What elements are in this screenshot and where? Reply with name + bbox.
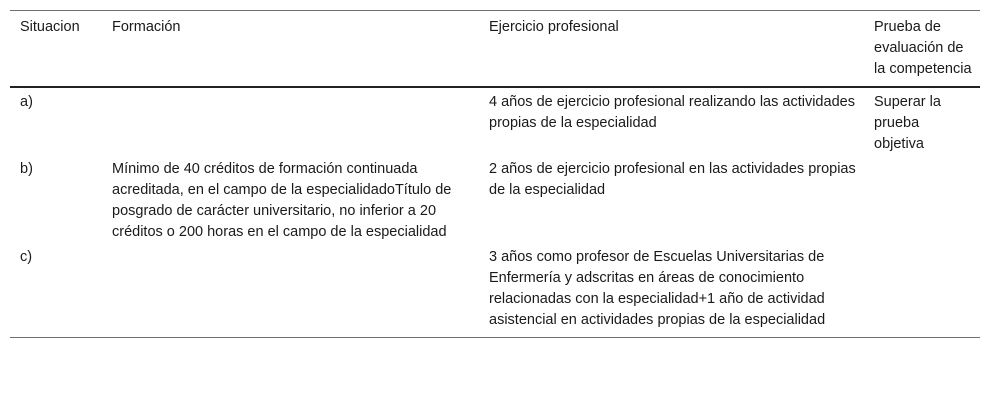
requirements-table	[10, 10, 980, 338]
cell-formacion	[102, 87, 479, 157]
table-row	[10, 87, 980, 157]
header-situacion: Situacion	[20, 19, 80, 35]
header-formacion: Formación	[112, 19, 181, 35]
header-ejercicio-profesional: Ejercicio profesional	[489, 19, 619, 35]
cell-ejercicio-profesional: 2 años de ejercicio profesional en las actividades propias de la especialidad	[489, 161, 856, 198]
cell-situacion: a)	[20, 94, 33, 110]
table-header	[10, 11, 980, 88]
table-body	[10, 87, 980, 338]
cell-prueba-evaluacion	[864, 245, 980, 338]
cell-formacion: Mínimo de 40 créditos de formación continuada acreditada, en el campo de la especialidadoTítulo de posgrado de carácter universitario, no inferior a 20 créditos o 200 horas en el campo de la especialidad	[112, 161, 452, 240]
cell-ejercicio-profesional: 4 años de ejercicio profesional realizando las actividades propias de la especialidad	[489, 94, 855, 131]
cell-formacion	[102, 245, 479, 338]
header-prueba-evaluacion: Prueba de evaluación de la competencia	[874, 19, 972, 77]
header-row	[10, 11, 980, 88]
table-row	[10, 245, 980, 338]
cell-prueba-evaluacion: Superar la prueba objetiva	[874, 94, 941, 152]
cell-situacion: c)	[20, 249, 33, 265]
cell-situacion: b)	[20, 161, 33, 177]
cell-ejercicio-profesional: 3 años como profesor de Escuelas Universitarias de Enfermería y adscritas en áreas de conocimiento relacionadas con la especialidad+1 año de actividad asistencial en actividades propias de la especialidad	[489, 249, 826, 328]
table-row	[10, 157, 980, 245]
cell-prueba-evaluacion	[864, 157, 980, 245]
